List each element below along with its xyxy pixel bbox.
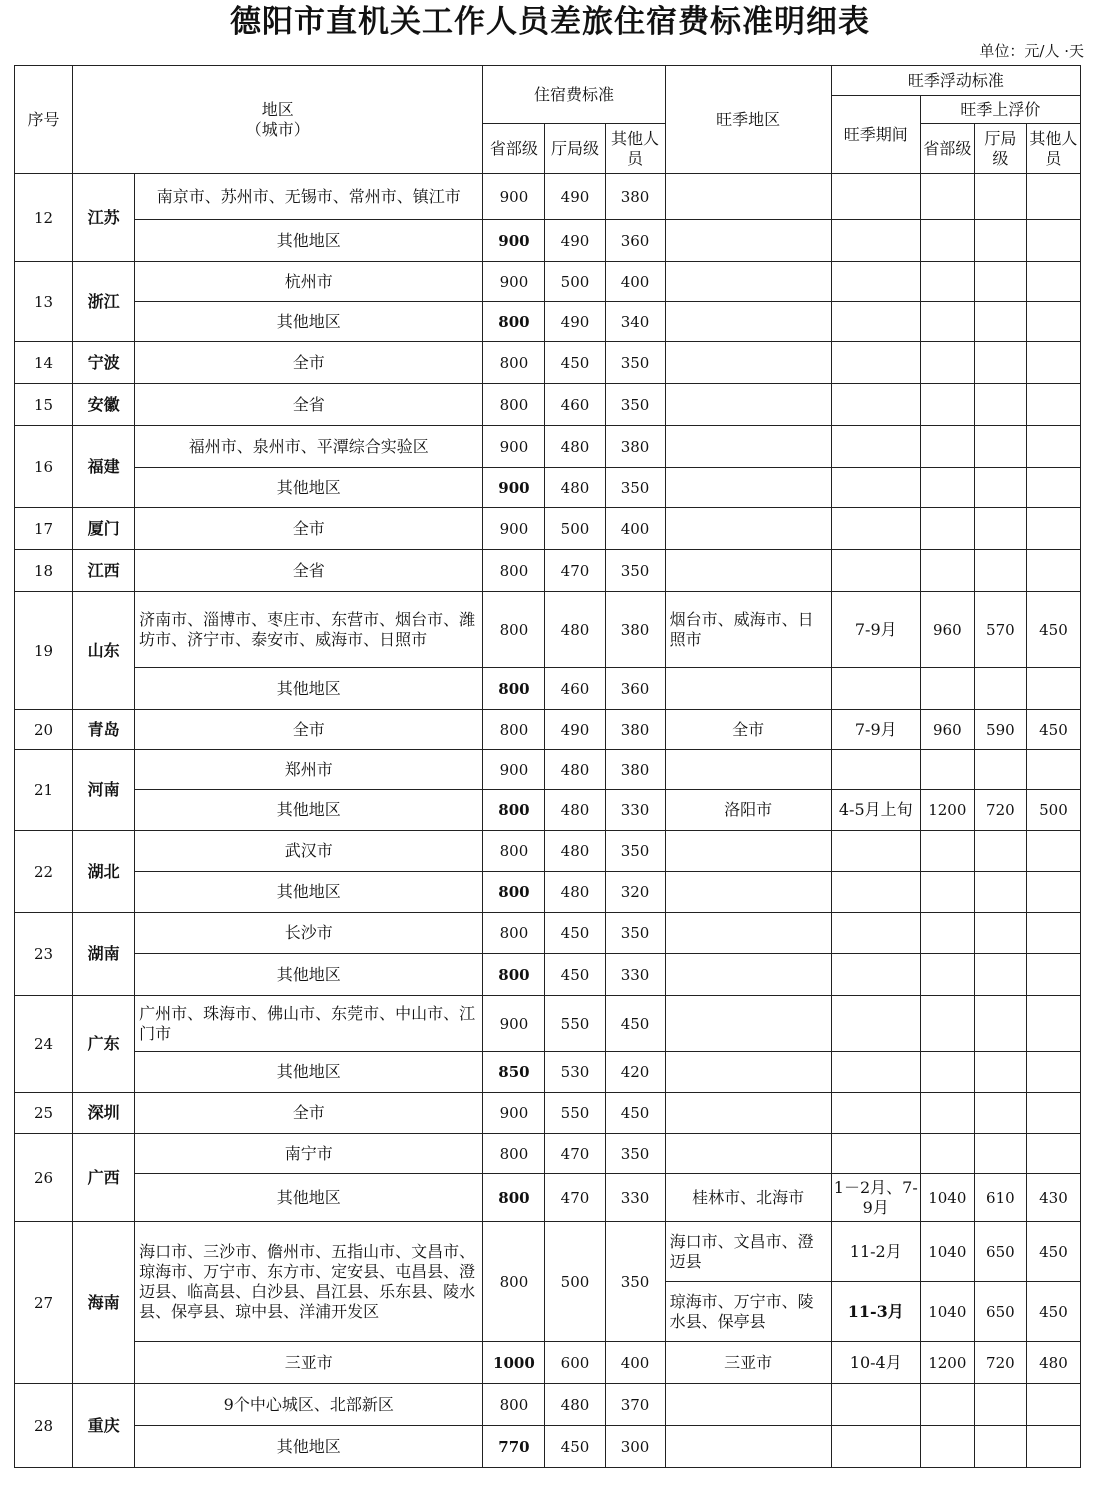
row-other: 300 — [605, 1426, 665, 1468]
row-provincial: 800 — [483, 710, 545, 750]
row-peak-other: 450 — [1026, 592, 1080, 668]
row-provincial: 800 — [483, 954, 545, 996]
row-bureau: 470 — [545, 1134, 605, 1174]
row-seq: 12 — [15, 174, 73, 262]
lodging-standard-table — [14, 65, 1081, 1468]
row-bureau: 500 — [545, 508, 605, 550]
row-peak-period: 1－2月、7-9月 — [831, 1174, 920, 1222]
table-row — [15, 302, 1081, 342]
row-province: 青岛 — [73, 710, 135, 750]
row-other: 450 — [605, 1093, 665, 1134]
row-bureau: 490 — [545, 220, 605, 262]
row-provincial: 800 — [483, 872, 545, 913]
table-row — [15, 710, 1081, 750]
row-provincial: 850 — [483, 1052, 545, 1093]
row-peak-period: 4-5月上旬 — [831, 790, 920, 831]
row-other: 350 — [605, 468, 665, 508]
row-provincial: 800 — [483, 1174, 545, 1222]
row-province: 广西 — [73, 1134, 135, 1222]
header-peak-bureau: 厅局级 — [974, 124, 1026, 174]
table-row — [15, 342, 1081, 384]
table-row — [15, 468, 1081, 508]
row-bureau: 450 — [545, 954, 605, 996]
table-row — [15, 174, 1081, 220]
row-city: 武汉市 — [135, 831, 483, 872]
row-other: 350 — [605, 831, 665, 872]
row-peak-bureau: 610 — [974, 1174, 1026, 1222]
row-other: 360 — [605, 220, 665, 262]
row-province: 湖南 — [73, 913, 135, 996]
row-peak-other: 450 — [1026, 1282, 1080, 1342]
row-other: 450 — [605, 996, 665, 1052]
row-province: 重庆 — [73, 1384, 135, 1468]
row-peak-period: 7-9月 — [831, 592, 920, 668]
row-peak-other: 450 — [1026, 710, 1080, 750]
row-provincial: 800 — [483, 1134, 545, 1174]
row-seq: 20 — [15, 710, 73, 750]
row-peak-region: 琼海市、万宁市、陵水县、保亭县 — [665, 1282, 831, 1342]
row-peak-provincial: 1200 — [920, 790, 974, 831]
row-bureau: 480 — [545, 1384, 605, 1426]
row-province: 深圳 — [73, 1093, 135, 1134]
row-provincial: 770 — [483, 1426, 545, 1468]
row-peak-other: 450 — [1026, 1222, 1080, 1282]
table-row — [15, 954, 1081, 996]
row-provincial: 800 — [483, 913, 545, 954]
row-peak-bureau: 650 — [974, 1282, 1026, 1342]
row-bureau: 480 — [545, 750, 605, 790]
row-province: 江西 — [73, 550, 135, 592]
row-peak-provincial: 1040 — [920, 1222, 974, 1282]
table-row — [15, 426, 1081, 468]
row-province: 海南 — [73, 1222, 135, 1384]
row-peak-region: 洛阳市 — [665, 790, 831, 831]
row-peak-provincial: 1040 — [920, 1174, 974, 1222]
row-province: 河南 — [73, 750, 135, 831]
table-row — [15, 1384, 1081, 1426]
table-row — [15, 384, 1081, 426]
header-region-sub: （城市） — [245, 119, 310, 139]
row-city: 全省 — [135, 550, 483, 592]
row-provincial: 800 — [483, 1384, 545, 1426]
row-other: 340 — [605, 302, 665, 342]
row-seq: 16 — [15, 426, 73, 508]
header-other: 其他人员 — [605, 124, 665, 174]
row-city: 济南市、淄博市、枣庄市、东营市、烟台市、潍坊市、济宁市、泰安市、威海市、日照市 — [135, 592, 483, 668]
table-row — [15, 1093, 1081, 1134]
header-bureau: 厅局级 — [545, 124, 605, 174]
row-provincial: 800 — [483, 302, 545, 342]
row-other: 400 — [605, 508, 665, 550]
row-province: 江苏 — [73, 174, 135, 262]
row-provincial: 800 — [483, 550, 545, 592]
row-provincial: 900 — [483, 426, 545, 468]
header-peak-other: 其他人员 — [1026, 124, 1080, 174]
table-row — [15, 831, 1081, 872]
row-city: 长沙市 — [135, 913, 483, 954]
row-seq: 18 — [15, 550, 73, 592]
row-seq: 22 — [15, 831, 73, 913]
row-province: 浙江 — [73, 262, 135, 342]
row-city: 南京市、苏州市、无锡市、常州市、镇江市 — [135, 174, 483, 220]
row-bureau: 450 — [545, 1426, 605, 1468]
row-other: 400 — [605, 262, 665, 302]
row-seq: 24 — [15, 996, 73, 1093]
row-peak-region: 全市 — [665, 710, 831, 750]
row-peak-region: 三亚市 — [665, 1342, 831, 1384]
row-provincial: 900 — [483, 996, 545, 1052]
row-provincial: 800 — [483, 790, 545, 831]
row-province: 宁波 — [73, 342, 135, 384]
row-bureau: 490 — [545, 302, 605, 342]
row-city: 福州市、泉州市、平潭综合实验区 — [135, 426, 483, 468]
row-city: 三亚市 — [135, 1342, 483, 1384]
row-seq: 25 — [15, 1093, 73, 1134]
row-bureau: 480 — [545, 426, 605, 468]
row-peak-other: 430 — [1026, 1174, 1080, 1222]
unit-label: 单位：元/人 ·天 — [979, 42, 1084, 60]
row-peak-region: 烟台市、威海市、日照市 — [665, 592, 831, 668]
row-bureau: 500 — [545, 1222, 605, 1342]
table-row — [15, 1222, 1081, 1282]
row-provincial: 800 — [483, 1222, 545, 1342]
row-other: 380 — [605, 750, 665, 790]
row-city: 其他地区 — [135, 468, 483, 508]
table-row — [15, 1052, 1081, 1093]
row-other: 360 — [605, 668, 665, 710]
row-bureau: 480 — [545, 790, 605, 831]
row-provincial: 900 — [483, 750, 545, 790]
row-seq: 19 — [15, 592, 73, 710]
header-seq: 序号 — [15, 66, 73, 174]
table-row — [15, 996, 1081, 1052]
row-bureau: 480 — [545, 468, 605, 508]
row-other: 350 — [605, 342, 665, 384]
row-peak-other: 480 — [1026, 1342, 1080, 1384]
header-peak-float: 旺季浮动标准 — [831, 66, 1080, 96]
row-provincial: 900 — [483, 1093, 545, 1134]
table-row — [15, 750, 1081, 790]
row-bureau: 460 — [545, 668, 605, 710]
row-seq: 14 — [15, 342, 73, 384]
row-seq: 27 — [15, 1222, 73, 1384]
row-city: 全市 — [135, 508, 483, 550]
row-city: 其他地区 — [135, 1174, 483, 1222]
table-row — [15, 1426, 1081, 1468]
header-peak-period: 旺季期间 — [831, 96, 920, 174]
row-other: 320 — [605, 872, 665, 913]
header-peak-provincial: 省部级 — [920, 124, 974, 174]
row-bureau: 530 — [545, 1052, 605, 1093]
row-provincial: 900 — [483, 468, 545, 508]
row-peak-region: 桂林市、北海市 — [665, 1174, 831, 1222]
row-city: 全市 — [135, 342, 483, 384]
row-peak-bureau: 590 — [974, 710, 1026, 750]
row-city: 其他地区 — [135, 790, 483, 831]
row-city: 全市 — [135, 1093, 483, 1134]
row-peak-bureau: 720 — [974, 1342, 1026, 1384]
table-row — [15, 508, 1081, 550]
row-provincial: 900 — [483, 508, 545, 550]
row-city: 其他地区 — [135, 220, 483, 262]
table-row — [15, 668, 1081, 710]
row-city: 广州市、珠海市、佛山市、东莞市、中山市、江门市 — [135, 996, 483, 1052]
row-peak-period: 7-9月 — [831, 710, 920, 750]
row-peak-provincial: 960 — [920, 592, 974, 668]
table-row — [15, 592, 1081, 668]
row-provincial: 800 — [483, 668, 545, 710]
row-bureau: 550 — [545, 996, 605, 1052]
row-other: 330 — [605, 790, 665, 831]
row-other: 330 — [605, 954, 665, 996]
row-seq: 26 — [15, 1134, 73, 1222]
row-other: 350 — [605, 913, 665, 954]
table-row — [15, 913, 1081, 954]
header-provincial: 省部级 — [483, 124, 545, 174]
row-bureau: 470 — [545, 550, 605, 592]
row-province: 山东 — [73, 592, 135, 710]
row-city: 郑州市 — [135, 750, 483, 790]
row-peak-period: 11-3月 — [831, 1282, 920, 1342]
row-provincial: 1000 — [483, 1342, 545, 1384]
row-seq: 28 — [15, 1384, 73, 1468]
row-other: 330 — [605, 1174, 665, 1222]
row-seq: 23 — [15, 913, 73, 996]
row-peak-region: 海口市、文昌市、澄迈县 — [665, 1222, 831, 1282]
table-row — [15, 220, 1081, 262]
header-peak-region: 旺季地区 — [665, 66, 831, 174]
row-peak-period: 10-4月 — [831, 1342, 920, 1384]
row-seq: 15 — [15, 384, 73, 426]
header-region-label: 地区 — [261, 99, 294, 119]
row-other: 380 — [605, 426, 665, 468]
header-region — [73, 66, 483, 174]
row-peak-other: 500 — [1026, 790, 1080, 831]
row-peak-provincial: 1200 — [920, 1342, 974, 1384]
row-city: 杭州市 — [135, 262, 483, 302]
row-bureau: 480 — [545, 831, 605, 872]
row-bureau: 490 — [545, 174, 605, 220]
row-other: 420 — [605, 1052, 665, 1093]
row-provincial: 800 — [483, 592, 545, 668]
row-bureau: 600 — [545, 1342, 605, 1384]
row-other: 370 — [605, 1384, 665, 1426]
table-row — [15, 1174, 1081, 1222]
row-bureau: 490 — [545, 710, 605, 750]
table-row — [15, 1342, 1081, 1384]
row-bureau: 550 — [545, 1093, 605, 1134]
row-bureau: 470 — [545, 1174, 605, 1222]
row-city: 全省 — [135, 384, 483, 426]
row-provincial: 900 — [483, 262, 545, 302]
row-city: 全市 — [135, 710, 483, 750]
row-province: 安徽 — [73, 384, 135, 426]
row-provincial: 900 — [483, 174, 545, 220]
table-row — [15, 1134, 1081, 1174]
row-province: 福建 — [73, 426, 135, 508]
row-seq: 21 — [15, 750, 73, 831]
row-peak-provincial: 1040 — [920, 1282, 974, 1342]
row-other: 380 — [605, 710, 665, 750]
row-peak-bureau: 650 — [974, 1222, 1026, 1282]
row-other: 380 — [605, 592, 665, 668]
row-provincial: 800 — [483, 342, 545, 384]
row-city: 其他地区 — [135, 302, 483, 342]
row-city: 其他地区 — [135, 872, 483, 913]
row-other: 380 — [605, 174, 665, 220]
row-city: 南宁市 — [135, 1134, 483, 1174]
row-seq: 17 — [15, 508, 73, 550]
row-city: 9个中心城区、北部新区 — [135, 1384, 483, 1426]
row-city: 海口市、三沙市、儋州市、五指山市、文昌市、琼海市、万宁市、东方市、定安县、屯昌县、澄迈县、临高县、白沙县、昌江县、乐东县、陵水县、保亭县、琼中县、洋浦开发区 — [135, 1222, 483, 1342]
row-bureau: 450 — [545, 342, 605, 384]
row-other: 350 — [605, 1134, 665, 1174]
row-province: 广东 — [73, 996, 135, 1093]
page-title: 德阳市直机关工作人员差旅住宿费标准明细表 — [230, 4, 870, 40]
row-city: 其他地区 — [135, 954, 483, 996]
row-bureau: 480 — [545, 872, 605, 913]
row-provincial: 800 — [483, 831, 545, 872]
row-city: 其他地区 — [135, 1426, 483, 1468]
row-bureau: 480 — [545, 592, 605, 668]
row-city: 其他地区 — [135, 1052, 483, 1093]
row-peak-provincial: 960 — [920, 710, 974, 750]
table-row — [15, 550, 1081, 592]
header-standard: 住宿费标准 — [483, 66, 665, 124]
table-row — [15, 872, 1081, 913]
table-row — [15, 790, 1081, 831]
row-other: 400 — [605, 1342, 665, 1384]
row-bureau: 460 — [545, 384, 605, 426]
row-peak-bureau: 720 — [974, 790, 1026, 831]
row-other: 350 — [605, 384, 665, 426]
row-other: 350 — [605, 1222, 665, 1342]
table-row — [15, 262, 1081, 302]
row-peak-period: 11-2月 — [831, 1222, 920, 1282]
row-province: 湖北 — [73, 831, 135, 913]
row-provincial: 900 — [483, 220, 545, 262]
row-peak-bureau: 570 — [974, 592, 1026, 668]
header-peak-up: 旺季上浮价 — [920, 96, 1080, 124]
row-city: 其他地区 — [135, 668, 483, 710]
row-provincial: 800 — [483, 384, 545, 426]
row-other: 350 — [605, 550, 665, 592]
row-bureau: 450 — [545, 913, 605, 954]
row-bureau: 500 — [545, 262, 605, 302]
row-province: 厦门 — [73, 508, 135, 550]
row-seq: 13 — [15, 262, 73, 342]
